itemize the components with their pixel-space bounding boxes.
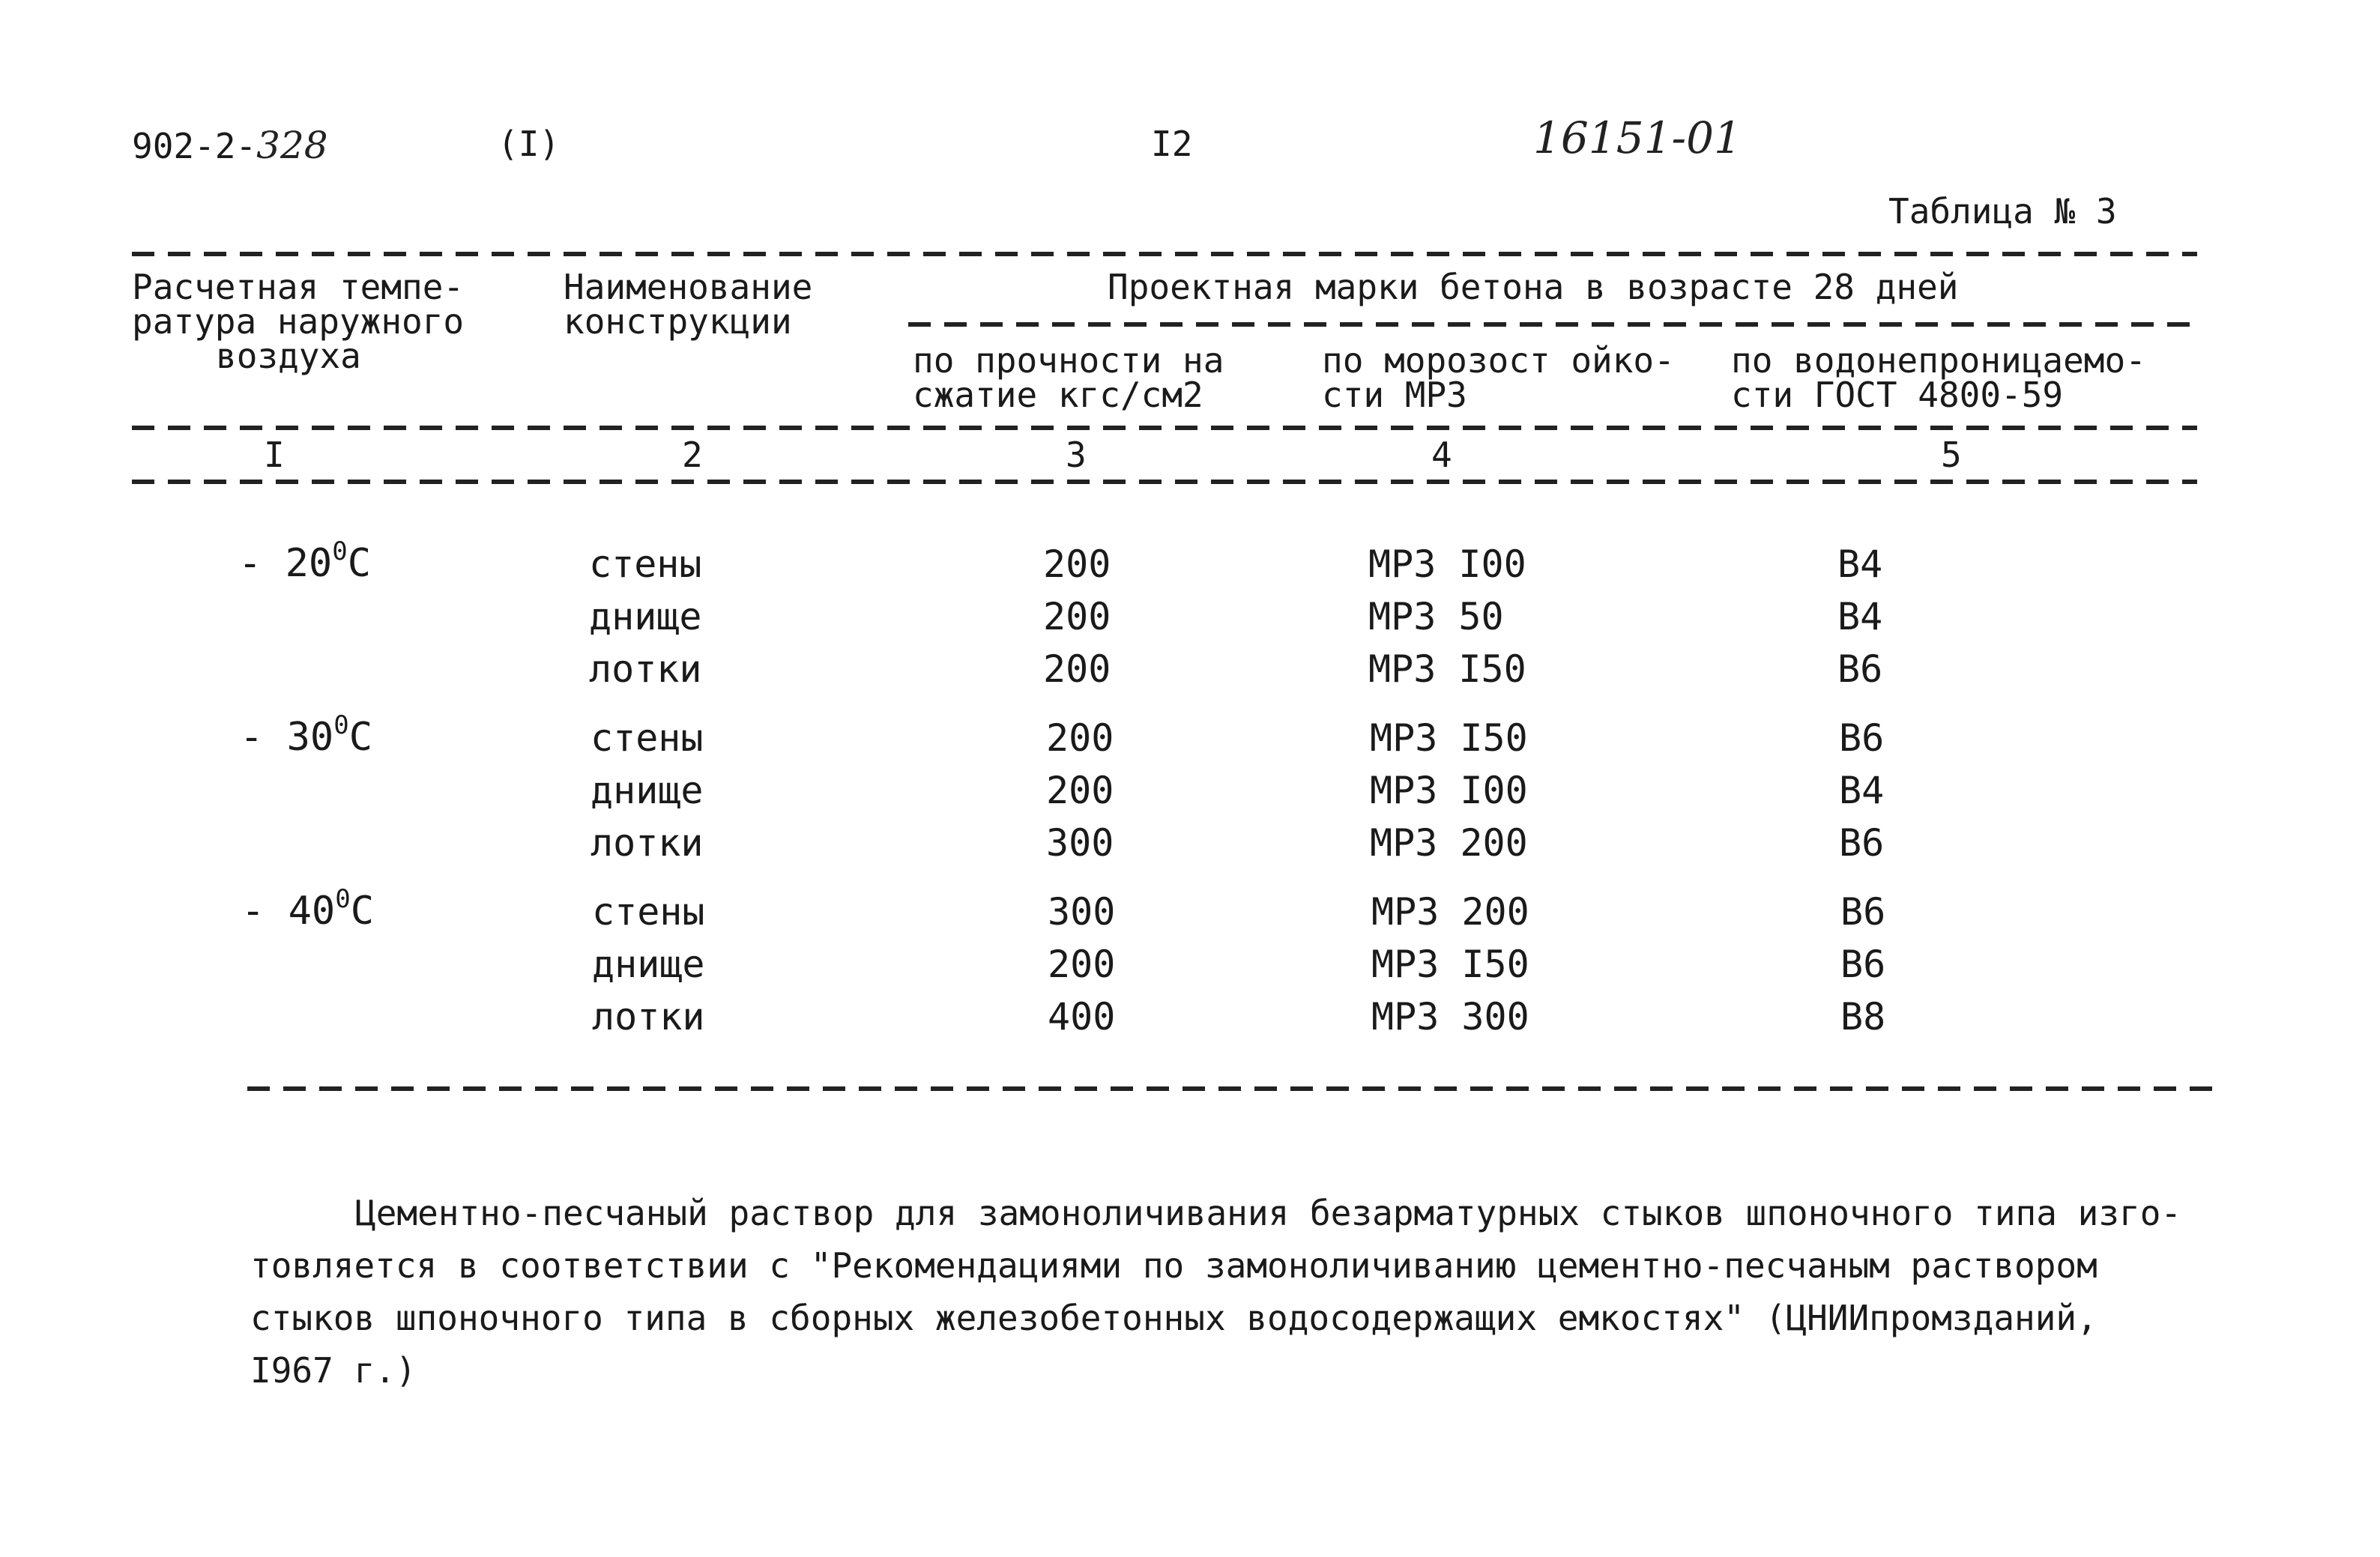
header-bottom-rule	[132, 426, 2197, 430]
table-bottom-rule	[247, 1086, 2218, 1091]
col2-header	[564, 267, 813, 342]
frost-resistance-value: МРЗ I00	[1370, 769, 1528, 812]
strength-value: 300	[1048, 890, 1116, 934]
col-number-3: 3	[1066, 435, 1087, 475]
temperature-label	[238, 536, 372, 586]
frost-resistance-value: МРЗ I50	[1371, 943, 1529, 986]
water-resistance-value: В4	[1837, 542, 1883, 586]
temperature-value: - 20	[238, 541, 333, 586]
construction-name: стены	[592, 890, 705, 934]
temperature-value: - 30	[240, 715, 334, 760]
water-resistance-value: В6	[1840, 943, 1886, 986]
note-line-2: товляется в соответствии с "Рекомендациями по замоноличиванию цементно-песчаным раствором	[250, 1245, 2097, 1286]
col-number-4: 4	[1431, 435, 1452, 475]
strength-value: 400	[1048, 995, 1116, 1038]
degree-mark: 0	[333, 710, 349, 740]
water-resistance-value: В6	[1837, 647, 1883, 691]
construction-name: днище	[592, 943, 705, 986]
water-resistance-value: В4	[1839, 769, 1885, 812]
construction-name: лотки	[591, 821, 704, 865]
degree-mark: 0	[332, 536, 348, 566]
construction-name: днище	[591, 769, 704, 812]
temperature-unit: C	[350, 889, 375, 934]
note-line-4: I967 г.)	[250, 1350, 417, 1391]
strength-value: 200	[1043, 542, 1111, 586]
col1-header-line: воздуха	[216, 336, 361, 376]
col3-header-line: сжатие кгс/см2	[913, 375, 1203, 415]
document-code-prefix: 902-2-	[132, 126, 257, 166]
construction-name: днище	[589, 595, 702, 638]
frost-resistance-value: МРЗ I50	[1368, 647, 1526, 691]
page-number: I2	[1151, 124, 1193, 164]
strength-value: 300	[1046, 821, 1114, 865]
col2-header-line: конструкции	[564, 301, 792, 342]
col4-header-line: по морозост ойко-	[1322, 340, 1675, 381]
col-number-2: 2	[682, 435, 703, 475]
inventory-number-handwritten: 16151-01	[1533, 112, 1742, 163]
col1-header-line: ратура наружного	[132, 301, 465, 342]
col1-header-line: Расчетная темпе-	[132, 267, 465, 307]
col2-header-line: Наименование	[564, 267, 813, 307]
note-line-1: Цементно-песчаный раствор для замоноличивания безарматурных стыков шпоночного типа изго-	[355, 1193, 2182, 1233]
frost-resistance-value: МРЗ I50	[1370, 716, 1528, 760]
group-header: Проектная марки бетона в возрасте 28 дней	[1108, 267, 1959, 307]
frost-resistance-value: МРЗ I00	[1368, 542, 1526, 586]
column-numbers-rule	[132, 480, 2197, 484]
frost-resistance-value: МРЗ 50	[1368, 595, 1504, 638]
water-resistance-value: В8	[1840, 995, 1886, 1038]
col4-header-line: сти МРЗ	[1322, 375, 1467, 415]
col5-header-line: сти ГОСТ 4800-59	[1731, 375, 2064, 415]
col3-header	[913, 340, 1224, 415]
col1-header	[132, 267, 465, 376]
temperature-value: - 40	[241, 889, 336, 934]
strength-value: 200	[1043, 647, 1111, 691]
frost-resistance-value: МРЗ 200	[1370, 821, 1528, 865]
water-resistance-value: В6	[1839, 716, 1885, 760]
strength-value: 200	[1048, 943, 1116, 986]
col4-header	[1322, 340, 1675, 415]
document-code-handwritten: 328	[256, 124, 328, 167]
table-label: Таблица № 3	[1888, 191, 2117, 232]
construction-name: стены	[589, 542, 702, 586]
table-top-rule	[132, 252, 2197, 256]
temperature-label	[240, 710, 373, 760]
water-resistance-value: В6	[1839, 821, 1885, 865]
col5-header-line: по водонепроницаемо-	[1731, 340, 2146, 381]
water-resistance-value: В6	[1840, 890, 1886, 934]
temperature-unit: C	[348, 715, 373, 760]
group-header-rule	[908, 322, 2197, 327]
construction-name: стены	[591, 716, 704, 760]
frost-resistance-value: МРЗ 200	[1371, 890, 1529, 934]
frost-resistance-value: МРЗ 300	[1371, 995, 1529, 1038]
construction-name: лотки	[589, 647, 702, 691]
construction-name: лотки	[592, 995, 705, 1038]
document-code	[132, 124, 328, 167]
col-number-1: I	[264, 435, 285, 475]
col3-header-line: по прочности на	[913, 340, 1224, 381]
water-resistance-value: В4	[1837, 595, 1883, 638]
part-number: (I)	[498, 124, 561, 164]
col-number-5: 5	[1941, 435, 1962, 475]
strength-value: 200	[1046, 769, 1114, 812]
strength-value: 200	[1043, 595, 1111, 638]
degree-mark: 0	[335, 884, 351, 914]
temperature-unit: C	[347, 541, 372, 586]
note-line-3: стыков шпоночного типа в сборных железобетонных водосодержащих емкостях" (ЦНИИпромзданий,	[250, 1298, 2097, 1338]
col5-header	[1731, 340, 2146, 415]
temperature-label	[241, 884, 375, 934]
strength-value: 200	[1046, 716, 1114, 760]
